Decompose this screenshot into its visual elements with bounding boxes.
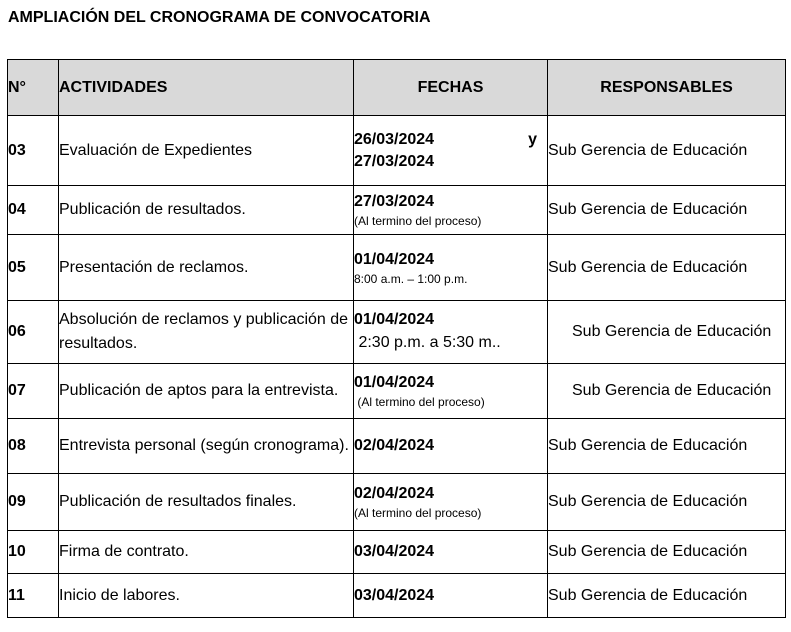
row-date [354, 531, 548, 574]
row-date [354, 364, 548, 419]
date-note: 2:30 p.m. a 5:30 m.. [354, 334, 501, 351]
date-value: 02/04/2024 [354, 437, 435, 454]
date-value: 26/03/2024 [354, 130, 435, 148]
row-responsible: Sub Gerencia de Educación [548, 235, 786, 301]
date-conjunction: y [528, 130, 537, 148]
row-responsible: Sub Gerencia de Educación [548, 116, 786, 186]
table-row [8, 235, 786, 301]
row-responsible: Sub Gerencia de Educación [548, 474, 786, 531]
row-date [354, 186, 548, 235]
table-row [8, 419, 786, 474]
page-title: AMPLIACIÓN DEL CRONOGRAMA DE CONVOCATORIA [8, 9, 431, 26]
row-number: 06 [8, 301, 59, 364]
row-date [354, 474, 548, 531]
row-number: 05 [8, 235, 59, 301]
row-date [354, 574, 548, 618]
row-responsible: Sub Gerencia de Educación [548, 301, 786, 364]
row-number: 03 [8, 116, 59, 186]
row-responsible: Sub Gerencia de Educación [548, 419, 786, 474]
table-row [8, 474, 786, 531]
date-value-2: 27/03/2024 [354, 152, 435, 170]
row-number: 04 [8, 186, 59, 235]
date-note: 8:00 a.m. – 1:00 p.m. [354, 271, 468, 286]
row-date [354, 301, 548, 364]
date-value: 03/04/2024 [354, 543, 435, 560]
table-row [8, 364, 786, 419]
row-number: 11 [8, 574, 59, 618]
date-value: 01/04/2024 [354, 374, 435, 391]
table-row [8, 531, 786, 574]
date-value: 01/04/2024 [354, 250, 435, 268]
date-value: 03/04/2024 [354, 586, 435, 604]
table-row [8, 574, 786, 618]
table-row [8, 301, 786, 364]
row-number: 09 [8, 474, 59, 531]
row-date [354, 419, 548, 474]
row-activity: Publicación de resultados. [59, 186, 354, 235]
row-responsible: Sub Gerencia de Educación [548, 186, 786, 235]
row-activity: Presentación de reclamos. [59, 235, 354, 301]
date-value: 01/04/2024 [354, 311, 435, 328]
row-number: 08 [8, 419, 59, 474]
date-note: (Al termino del proceso) [354, 214, 482, 228]
row-activity: Inicio de labores. [59, 574, 354, 618]
row-activity: Publicación de aptos para la entrevista. [59, 364, 354, 419]
header-dates: FECHAS [354, 60, 548, 116]
row-activity: Absolución de reclamos y publicación de resultados. [59, 301, 354, 364]
date-note: (Al termino del proceso) [354, 395, 485, 409]
date-value: 27/03/2024 [354, 193, 435, 210]
row-number: 10 [8, 531, 59, 574]
row-responsible: Sub Gerencia de Educación [548, 531, 786, 574]
row-date [354, 235, 548, 301]
row-activity: Entrevista personal (según cronograma). [59, 419, 354, 474]
table-row [8, 116, 786, 186]
row-date [354, 116, 548, 186]
row-number: 07 [8, 364, 59, 419]
row-activity: Publicación de resultados finales. [59, 474, 354, 531]
header-row [8, 60, 786, 116]
row-activity: Firma de contrato. [59, 531, 354, 574]
schedule-table [7, 59, 786, 618]
header-num: N° [8, 60, 59, 116]
table-row [8, 186, 786, 235]
row-activity: Evaluación de Expedientes [59, 116, 354, 186]
date-note: (Al termino del proceso) [354, 506, 482, 520]
row-responsible: Sub Gerencia de Educación [548, 364, 786, 419]
header-activities: ACTIVIDADES [59, 60, 354, 116]
header-responsible: RESPONSABLES [548, 60, 786, 116]
date-value: 02/04/2024 [354, 485, 435, 502]
row-responsible: Sub Gerencia de Educación [548, 574, 786, 618]
